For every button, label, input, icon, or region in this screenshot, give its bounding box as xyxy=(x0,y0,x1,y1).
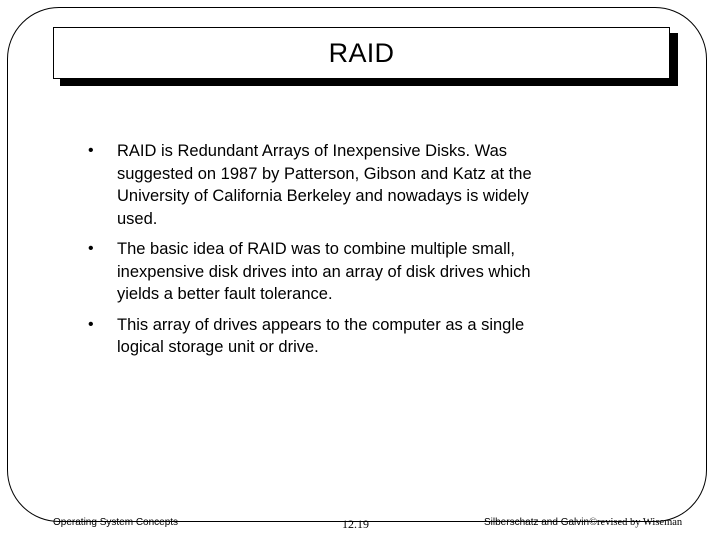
bullet-item xyxy=(88,314,568,359)
bullet-text: This array of drives appears to the computer as a single logical storage unit or drive. xyxy=(117,315,525,356)
bullet-item xyxy=(88,238,568,306)
footer-page-number: 12.19 xyxy=(342,517,369,531)
bullet-dot: • xyxy=(88,315,94,333)
footer-credits xyxy=(484,517,682,528)
slide-title: RAID xyxy=(328,37,395,68)
bullet-dot: • xyxy=(88,240,94,257)
footer-authors: Silberschatz and Galvin xyxy=(484,517,590,528)
bullet-text: The basic idea of RAID was to combine multiple small, inexpensive disk drives into an array of disk drives which yields a better fault tolerance. xyxy=(117,240,531,303)
bullet-item xyxy=(88,140,568,230)
copyright-icon: © xyxy=(589,517,598,528)
footer-course: Operating System Concepts xyxy=(53,517,179,528)
bullet-text: RAID is Redundant Arrays of Inexpensive Disks. Was suggested on 1987 by Patterson, Gibson and Katz at the University of California Berkeley and nowadays is widely used. xyxy=(117,142,532,228)
bullet-dot: • xyxy=(88,142,94,159)
footer-revised: revised by Wiseman xyxy=(597,517,683,528)
bullet-list xyxy=(88,140,568,359)
title-box xyxy=(53,27,670,79)
